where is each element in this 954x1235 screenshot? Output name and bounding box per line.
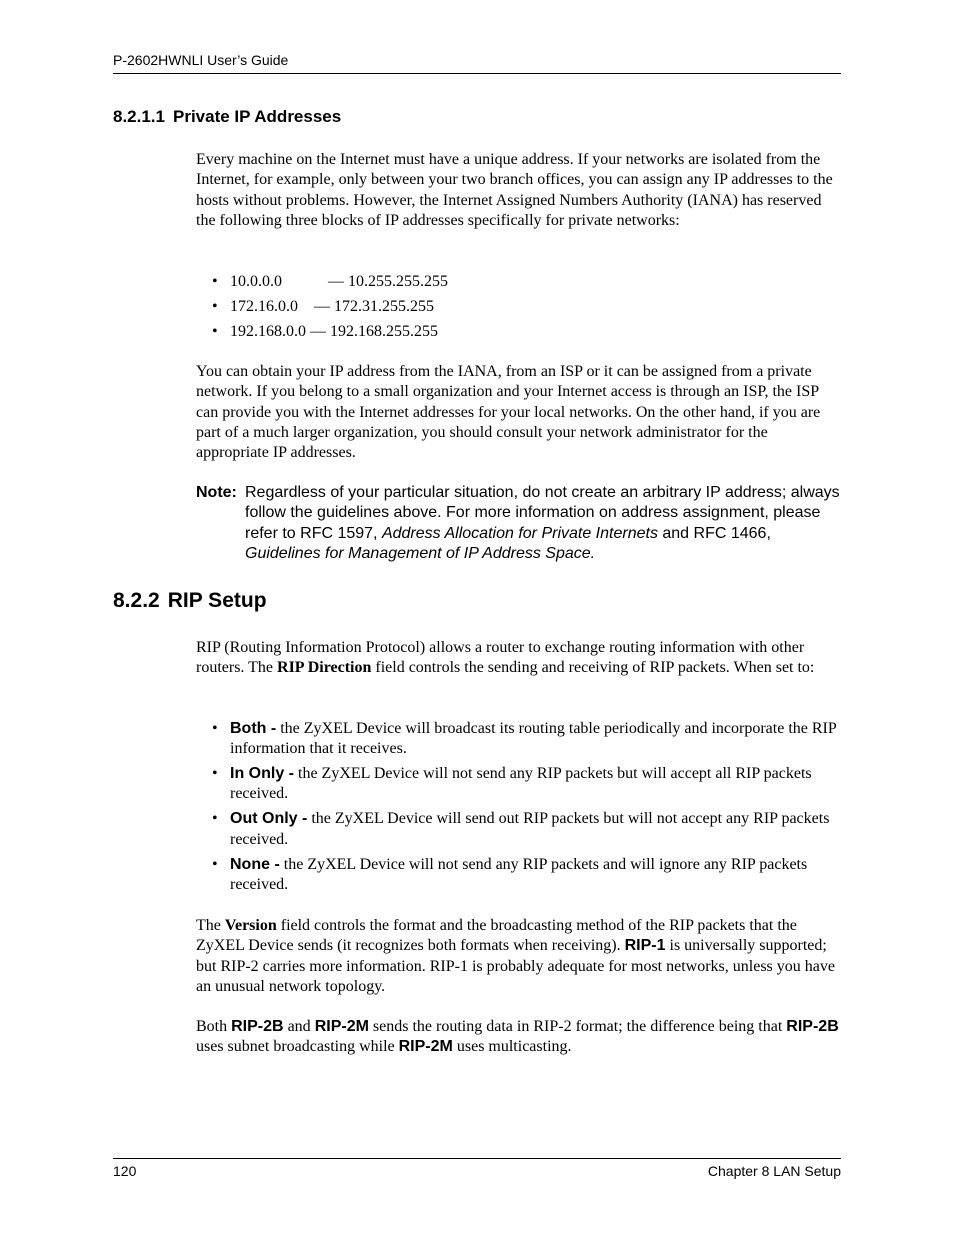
- list-item: • 172.16.0.0 — 172.31.255.255: [212, 297, 842, 322]
- list-item: • 192.168.0.0 — 192.168.255.255: [212, 323, 438, 340]
- term: In Only -: [230, 765, 294, 783]
- text-run: is universally supported; but RIP-2 carries more information. RIP-1 is probably adequate for most networks, unless you have an unusual network topology.: [196, 937, 835, 995]
- range-end: — 192.168.255.255: [310, 323, 438, 340]
- list-item: • In Only - the ZyXEL Device will not send any RIP packets but will accept all RIP packets received.: [212, 765, 812, 803]
- text-run: uses subnet broadcasting while: [196, 1038, 399, 1056]
- term: Both -: [230, 720, 277, 737]
- description: the ZyXEL Device will not send any RIP packets but will accept all RIP packets received.: [230, 765, 812, 803]
- description: the ZyXEL Device will not send any RIP packets and will ignore any RIP packets received.: [230, 855, 808, 893]
- note-text-part: and RFC 1466,: [657, 524, 771, 542]
- version-term: Version: [224, 917, 277, 934]
- text-run: The: [196, 917, 225, 934]
- note-text: [245, 483, 845, 564]
- description: the ZyXEL Device will send out RIP packets but will not accept any RIP packets received.: [230, 810, 830, 848]
- note-box: [196, 483, 842, 562]
- chapter-title: Chapter 8 LAN Setup: [707, 1163, 841, 1179]
- note-text-part: Regardless of your particular situation, do not create an arbitrary IP address; always follow the guidelines above. For more information on address assignment, please refer to RFC 1597,: [245, 484, 840, 542]
- page-header: [113, 51, 841, 74]
- text-run: uses multicasting.: [452, 1038, 572, 1056]
- section-number: 8.2.1.1: [113, 107, 165, 126]
- guide-title: P-2602HWNLI User’s Guide: [113, 52, 289, 68]
- list-item: • Out Only - the ZyXEL Device will send out RIP packets but will not accept any RIP packets received.: [212, 810, 830, 848]
- section-title: RIP Setup: [167, 589, 267, 612]
- text-run: sends the routing data in RIP-2 format; the difference being that: [368, 1018, 787, 1035]
- list-item: • Both - the ZyXEL Device will broadcast its routing table periodically and incorporate the RIP information that it receives.: [212, 720, 837, 758]
- range-end: — 10.255.255.255: [328, 273, 448, 290]
- list-item: • None - the ZyXEL Device will not send any RIP packets and will ignore any RIP packets received.: [212, 855, 808, 893]
- rip2b-term: RIP-2B: [786, 1018, 839, 1035]
- term: None -: [230, 855, 280, 873]
- description: the ZyXEL Device will broadcast its routing table periodically and incorporate the RIP information that it receives.: [230, 720, 837, 758]
- text-run: Both: [196, 1018, 232, 1035]
- rfc1597-title: Address Allocation for Private Internets: [381, 524, 658, 542]
- text-run: field controls the format and the broadcasting method of the RIP packets that the ZyXEL Device sends (it recognizes both formats when receiving).: [196, 917, 797, 955]
- rip-direction-list: [212, 719, 842, 900]
- text-run: RIP (Routing Information Protocol) allows a router to exchange routing information with other routers. The: [196, 639, 805, 677]
- paragraph-obtain-ip: You can obtain your IP address from the IANA, from an ISP or it can be assigned from a private network. If you belong to a small organization and your Internet access is through an ISP, the ISP can provide you with the Internet addresses for your local networks. On the other hand, if you are part of a much larger organization, you should consult your network administrator for the appropriate IP addresses.: [196, 363, 821, 462]
- rip-direction-term: RIP Direction: [277, 659, 372, 677]
- range-start: 10.0.0.0: [230, 273, 282, 290]
- paragraph-rip2: [196, 1017, 842, 1058]
- page-footer: [113, 1158, 841, 1179]
- text-run: and: [283, 1018, 315, 1035]
- section-title: Private IP Addresses: [173, 107, 342, 126]
- rip1-term: RIP-1: [624, 937, 666, 955]
- rip2b-term: RIP-2B: [231, 1018, 284, 1035]
- range-start: 192.168.0.0: [230, 323, 306, 340]
- note-label: Note:: [196, 484, 237, 501]
- paragraph-rip-intro: [196, 638, 842, 679]
- rip2m-term: RIP-2M: [314, 1018, 369, 1035]
- text-run: field controls the sending and receiving of RIP packets. When set to:: [371, 659, 815, 677]
- ip-range-list: [212, 272, 842, 347]
- rfc1466-title: Guidelines for Management of IP Address Space.: [245, 544, 596, 562]
- rip2m-term: RIP-2M: [398, 1038, 453, 1056]
- paragraph-private-ip-intro: Every machine on the Internet must have a unique address. If your networks are isolated from the Internet, for example, only between your two branch offices, you can assign any IP addresses to the hosts without problems. However, the Internet Assigned Numbers Authority (IANA) has reserved the following three blocks of IP addresses specifically for private networks:: [196, 151, 833, 229]
- section-heading-rip-setup: [113, 589, 267, 613]
- range-start: 172.16.0.0: [230, 298, 298, 315]
- range-end: — 172.31.255.255: [314, 298, 434, 315]
- term: Out Only -: [230, 810, 308, 828]
- paragraph-rip-version: [196, 916, 842, 997]
- page-number: 120: [113, 1163, 137, 1179]
- section-number: 8.2.2: [113, 589, 160, 612]
- list-item: • 10.0.0.0 — 10.255.255.255: [212, 272, 842, 297]
- section-heading-private-ip: [113, 107, 341, 127]
